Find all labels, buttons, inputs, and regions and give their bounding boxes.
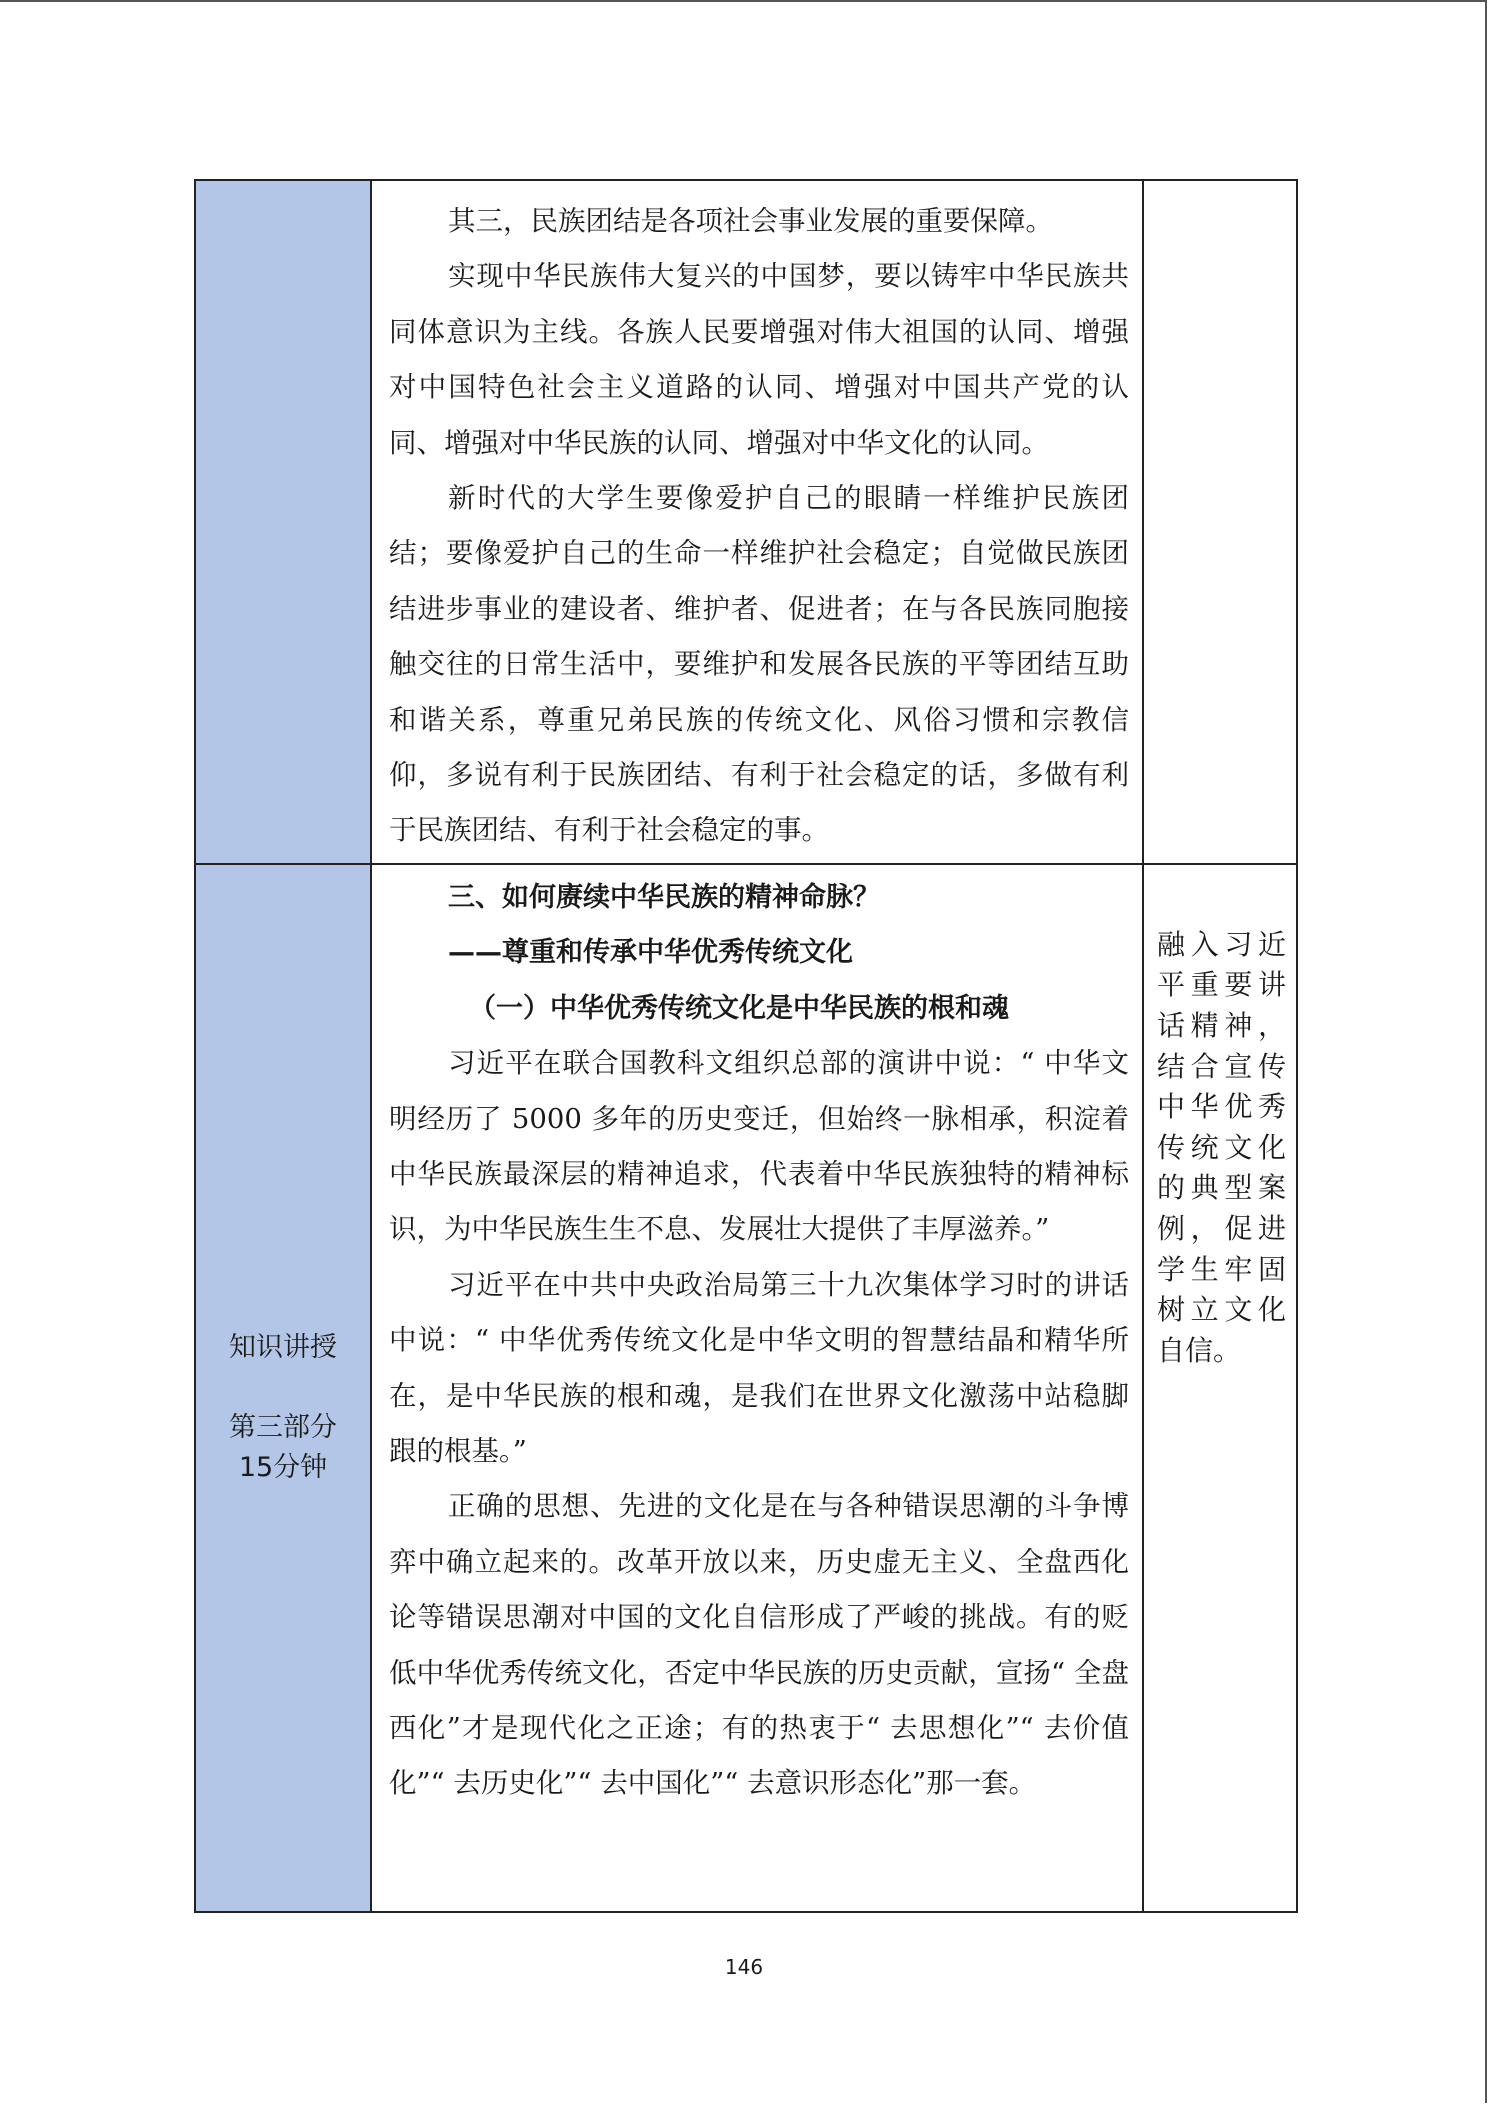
label-part: 第三部分 <box>229 1411 337 1443</box>
paragraph-erroneous-trends: 正确的思想、先进的文化是在与各种错误思潮的斗争博弈中确立起来的。改革开放以来，历史虚无主义、全盘西化论等错误思潮对中国的文化自信形成了严峻的挑战。有的贬低中华优秀传统文化，否定中华民族的历史贡献，宣扬“ 全盘西化”才是现代化之正途；有的热衷于“ 去思想化”“ 去价值化”“ 去历史化”“ 去中国化”“ 去意识形态化”那一套。 <box>389 1490 1129 1800</box>
note-cell-empty <box>1143 180 1297 864</box>
label-time: 15分钟 <box>238 1451 328 1483</box>
subsection-heading: （一）中华优秀传统文化是中华民族的根和魂 <box>469 992 1009 1024</box>
paragraph-college-students: 新时代的大学生要像爱护自己的眼睛一样维护民族团结；要像爱护自己的生命一样维护社会稳定；自觉做民族团结进步事业的建设者、维护者、促进者；在与各民族同胞接触交往的日常生活中，要维护和发展各民族的平等团结互助和谐关系，尊重兄弟民族的传统文化、风俗习惯和宗教信仰，多说有利于民族团结、有利于社会稳定的话，多做有利于民族团结、有利于社会稳定的事。 <box>389 482 1129 847</box>
table-row-knowledge-part3 <box>195 864 1297 1912</box>
paragraph-chinese-dream: 实现中华民族伟大复兴的中国梦，要以铸牢中华民族共同体意识为主线。各族人民要增强对伟大祖国的认同、增强对中国特色社会主义道路的认同、增强对中国共产党的认同、增强对中华民族的认同、增强对中华文化的认同。 <box>389 260 1129 459</box>
label-cell-empty <box>195 180 371 864</box>
table-row-ethnic-unity <box>195 180 1297 864</box>
section-label <box>196 1328 370 1488</box>
section-heading: 三、如何赓续中华民族的精神命脉？ <box>448 881 880 913</box>
label-cell-knowledge <box>195 864 371 1912</box>
note-cell-culture <box>1143 864 1297 1912</box>
teaching-note: 融入习近平重要讲话精神，结合宣传中华优秀传统文化的典型案例，促进学生牢固树立文化自信。 <box>1157 927 1286 1367</box>
paragraph-unesco-speech: 习近平在联合国教科文组织总部的演讲中说：“ 中华文明经历了 5000 多年的历史变迁，但始终一脉相承，积淀着中华民族最深层的精神追求，代表着中华民族独特的精神标识，为中华民族生生不息、发展壮大提供了丰厚滋养。” <box>389 1047 1129 1246</box>
page-number: 146 <box>724 1955 764 1979</box>
lesson-plan-table <box>194 179 1298 1913</box>
paragraph-third-point: 其三，民族团结是各项社会事业发展的重要保障。 <box>448 205 1053 237</box>
section-subheading: ——尊重和传承中华优秀传统文化 <box>448 937 853 969</box>
paragraph-politburo-study: 习近平在中共中央政治局第三十九次集体学习时的讲话中说：“ 中华优秀传统文化是中华文明的智慧结晶和精华所在，是中华民族的根和魂，是我们在世界文化激荡中站稳脚跟的根基。” <box>389 1268 1129 1467</box>
content-cell-ethnic-unity <box>371 180 1143 864</box>
content-cell-culture <box>371 864 1143 1912</box>
label-title: 知识讲授 <box>229 1331 337 1363</box>
